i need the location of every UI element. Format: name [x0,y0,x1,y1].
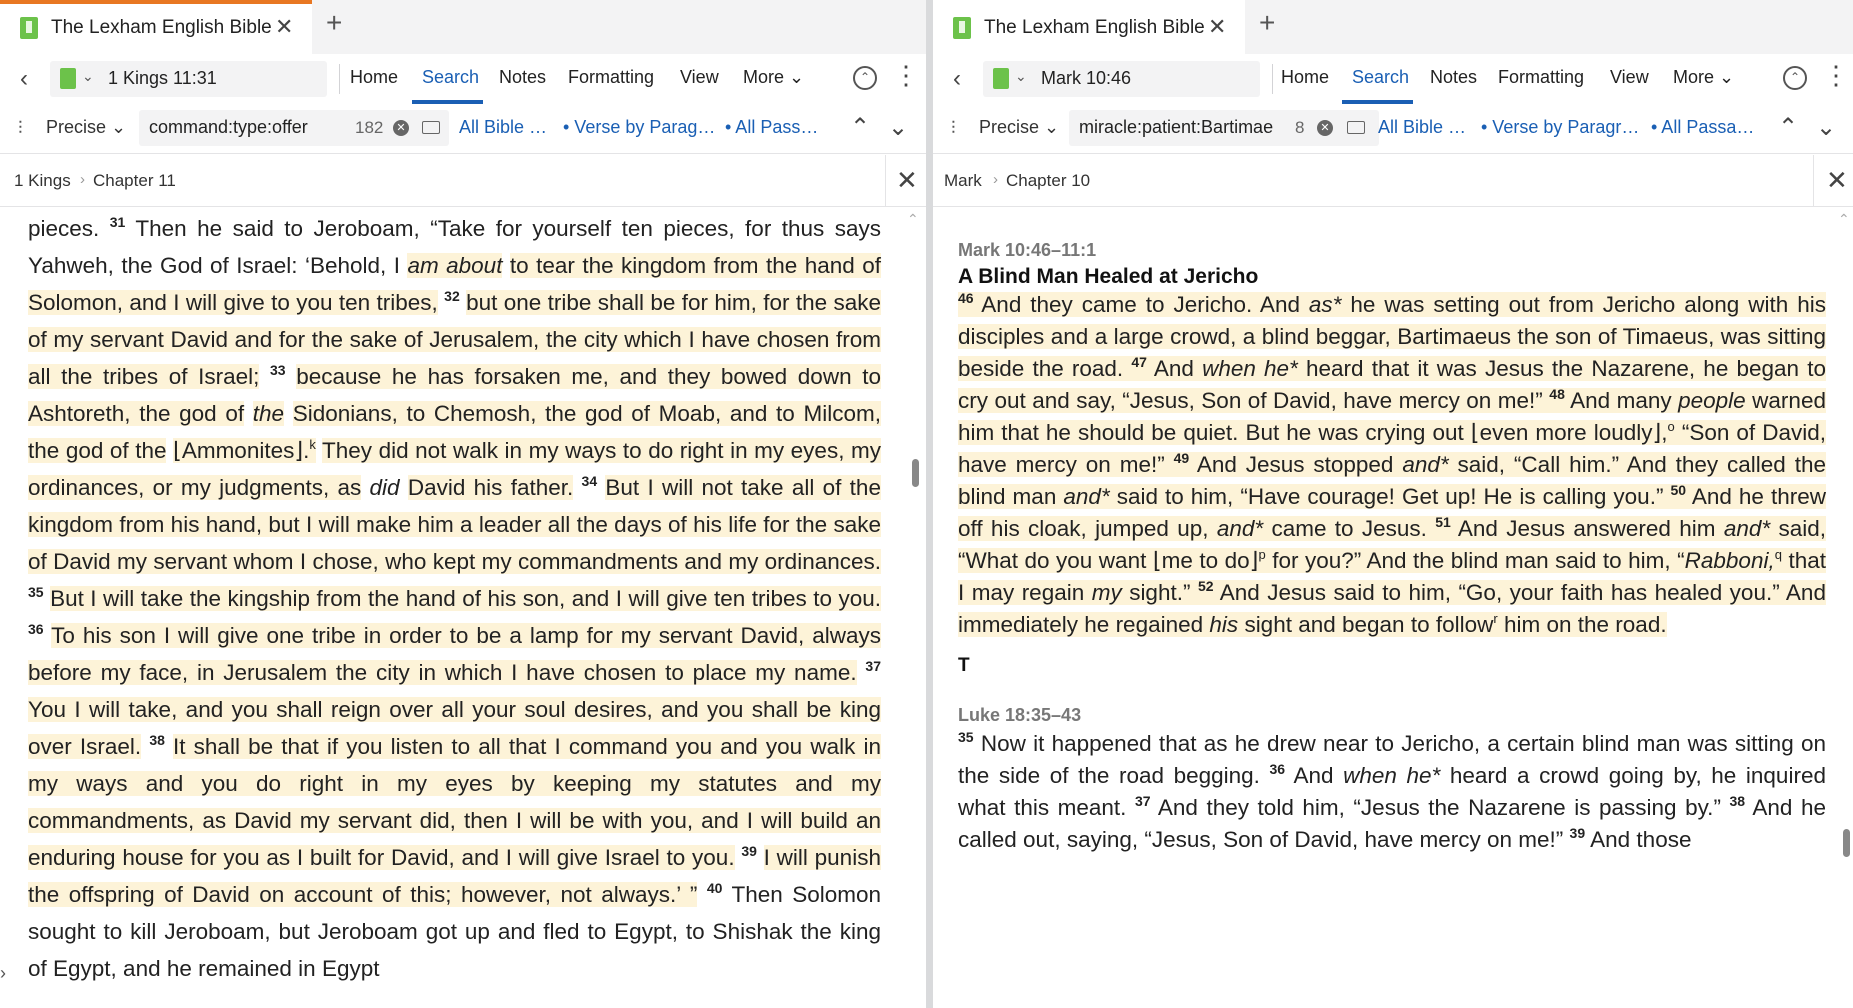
scroll-up-icon[interactable]: ⌃ [907,211,919,227]
breadcrumb-book[interactable]: Mark [944,171,982,190]
verse-text: but one tribe shall be for him, for the sake of my servant David and for the sake of Jerusalem, the city which I have chosen from all the tribes of Israel; [28,290,881,389]
result-luke [958,705,1826,856]
expand-panel-icon[interactable]: › [0,963,6,983]
toolbar-divider [1272,64,1273,94]
result-reference[interactable]: Luke 18:35–43 [958,705,1082,725]
more-options-icon[interactable]: ⋮ [1823,60,1849,90]
keyboard-icon[interactable] [422,121,440,134]
verse-text: I will punish the offspring of David on account of this; however, not always.’ ” [28,845,881,907]
filter-icon[interactable]: ⫶ [18,118,23,138]
verse-text: Ammonites [181,438,295,463]
verse-text: and* [1063,484,1110,509]
result-count: 182 [355,118,384,137]
crumb-divider [1813,155,1814,207]
verse-text: Rabboni, [1684,548,1775,573]
next-result-icon[interactable]: ⌄ [1816,114,1837,141]
bible-resource-icon [20,17,38,39]
footnote-marker[interactable]: p [1258,547,1266,562]
verse-text: when he* [1343,763,1441,788]
nav-formatting[interactable]: Formatting [1498,67,1585,87]
verse-number[interactable]: 33 [270,362,286,378]
verse-text: And those [1590,827,1692,852]
verse-text: And he called out, saying, “Jesus, Son of David, have mercy on me!” [958,795,1827,852]
panel-link-icon[interactable]: ⌃ [1783,66,1807,90]
more-options-icon[interactable]: ⋮ [893,60,919,90]
tab-lexham-english-bible[interactable] [0,0,312,54]
verse-text: the [252,401,285,426]
scope-all-passages[interactable]: • All Passa… [1651,117,1755,137]
tab-strip [0,0,926,54]
nav-view[interactable]: View [680,67,719,87]
verse-number[interactable]: 52 [1197,578,1214,594]
search-row [0,104,926,154]
verse-text: he was setting out from Jericho along with his disciples and a large crowd, a blind beggar, Bartimaeus the son of Timaeus, was sitting beside the road. [958,292,1826,381]
verse-text: as* [1308,292,1342,317]
panel-toolbar [933,54,1853,104]
back-icon[interactable]: ‹ [20,65,28,92]
scope-all-passages[interactable]: • All Pass… [725,117,819,137]
scope-all-bible[interactable]: All Bible … [1378,117,1467,137]
search-input[interactable] [1069,110,1379,146]
verse-number[interactable]: 47 [1131,354,1147,370]
verse-text: You I will take, and you shall reign over all your soul desires, and you shall be king over Israel. [28,697,881,759]
verse-text: said, “Call him.” And they called the blind man [958,452,1826,509]
verse-number[interactable]: 51 [1435,514,1451,530]
verse-text: said to him, “Have courage! Get up! He is calling you.” [1116,484,1664,509]
search-query[interactable]: command:type:offer [149,117,308,137]
nav-search[interactable]: Search [1352,67,1410,87]
nav-view[interactable]: View [1610,67,1649,87]
close-icon[interactable]: ✕ [275,14,294,39]
scrollbar[interactable] [1843,829,1850,857]
breadcrumb-book[interactable]: 1 Kings [14,171,71,190]
verse-number[interactable]: 40 [706,880,723,896]
scroll-up-icon[interactable]: ⌃ [1838,211,1850,227]
breadcrumb-separator-icon: › [80,171,85,188]
add-tab-icon[interactable]: + [326,7,343,38]
verse-text: heard a crowd going by, he inquired what this meant. [958,763,1826,820]
verse-text: David his father. [407,475,574,500]
verse-text: But I will not take all of the kingdom from his hand, but I will make him a leader all the days of his life for the sake of David my servant whom I chose, who kept my commandments and my ordinances. [28,475,881,574]
verse-text: him on the road. [1503,612,1667,637]
verse-text: They did not walk in my ways to do right in my eyes, my ordinances, or my judgments, as [28,438,881,500]
verse-number[interactable]: 50 [1670,482,1687,498]
search-mode-label: Precise [46,117,107,137]
verse-number[interactable]: 31 [109,214,126,230]
passage-text [958,728,1826,856]
search-query[interactable]: miracle:patient:Bartimae [1079,117,1274,137]
verse-number[interactable]: 35 [958,729,974,745]
result-count: 8 [1295,118,1305,137]
verse-text: when he* [1202,356,1298,381]
nav-home[interactable]: Home [1281,67,1330,87]
search-mode-dropdown[interactable]: Precise ⌄ [979,117,1060,137]
next-result-icon[interactable]: ⌄ [888,114,909,141]
nav-more[interactable]: More ⌄ [1673,67,1735,87]
verse-text: said, “What do you want [958,516,1826,573]
clear-search-icon[interactable]: ✕ [1317,120,1333,136]
footnote-marker[interactable]: k [309,437,316,452]
reference-input[interactable]: 1 Kings 11:31 [108,68,217,88]
breadcrumb-separator-icon: › [993,171,998,188]
verse-number[interactable]: 49 [1173,450,1190,466]
search-results-area [933,207,1853,1008]
search-mode-dropdown[interactable]: Precise ⌄ [46,117,127,137]
close-search-icon[interactable]: ✕ [896,165,918,195]
verse-text: Sidonians, to Chemosh, the god of Moab, and to Milcom, the god of the [28,401,881,463]
verse-number[interactable]: 38 [1729,793,1746,809]
search-row [933,104,1853,154]
verse-text: and* [1723,516,1771,541]
verse-text: for you?” And the blind man said to him, “ [1272,548,1685,573]
search-input[interactable] [139,110,449,146]
verse-text: his [1209,612,1239,637]
verse-number[interactable]: 48 [1549,386,1565,402]
panel-link-icon[interactable]: ⌃ [853,66,877,90]
tab-lexham-english-bible[interactable] [933,0,1245,54]
verse-text: my [1091,580,1122,605]
chevron-down-icon[interactable]: ⌄ [1015,68,1027,84]
previous-result-icon[interactable]: ⌃ [850,114,871,141]
verse-text: that I may regain [958,548,1826,605]
bible-resource-icon [953,17,971,39]
verse-text: heard that it was Jesus the Nazarene, he began to cry out and say, “Jesus, Son of David, have mercy on me!” [958,356,1826,413]
verse-number[interactable]: 34 [581,473,598,489]
verse-number[interactable]: 37 [1135,793,1151,809]
verse-text: warned him that he should be quiet. But he was crying out [958,388,1826,445]
panel-toolbar [0,54,926,104]
back-icon[interactable]: ‹ [953,65,961,92]
footnote-marker[interactable]: o [1667,419,1675,434]
breadcrumb-chapter[interactable]: Chapter 11 [93,171,176,190]
verse-text: sight and began to follow [1244,612,1494,637]
filter-icon[interactable]: ⫶ [951,118,956,138]
verse-text: me to do [1161,548,1250,573]
previous-result-icon[interactable]: ⌃ [1778,114,1799,141]
verse-text: And [1153,356,1194,381]
verse-text: pieces. [28,216,100,241]
verse-text: To his son I will give one tribe in order to be a lamp for my servant David, always before my face, in Jerusalem the city in which I have chosen to place my name. [28,623,881,685]
verse-number[interactable]: 32 [444,288,460,304]
tab-title: The Lexham English Bible [984,17,1205,38]
verse-text: even more loudly [1479,420,1653,445]
footnote-marker[interactable]: r [1493,611,1498,626]
verse-text: And [1293,763,1334,788]
close-icon[interactable]: ✕ [1208,14,1227,39]
verse-text: to tear the kingdom from the hand of Solomon, and I will give to you ten tribes, [28,253,881,315]
bible-text-area [0,207,926,1008]
verse-text: Then he said to Jeroboam, “Take for yourself ten pieces, for thus says Yahweh, the God of Israel: ‘Behold, I [28,216,881,278]
verse-text: and* [1216,516,1264,541]
search-mode-label: Precise [979,117,1040,137]
breadcrumb-chapter[interactable]: Chapter 10 [1006,171,1091,190]
verse-text: am about [407,253,503,278]
verse-number[interactable]: 37 [865,658,881,674]
tab-title: The Lexham English Bible [51,17,272,38]
verse-text: Then Solomon sought to kill Jeroboam, but Jeroboam got up and fled to Egypt, to Shishak the king of Egypt, and he remained in Egypt [28,882,881,981]
verse-text: did [369,475,400,500]
passage-text: $^{46}$ And they came to Jericho. And as* he was setting out from Jericho along with his disciples and a large crowd, a blind beggar, Bartimaeus the son of Timaeus, was sitting beside the road. $^{47}$ And when he* heard that it was Jesus the Nazarene, he began to cry out and say, “Jesus, Son of David, have mercy on me!” $^{48}$ And many people warned him that he should be quiet. But he was crying out ⌊even more loudly⌋,$^o$ “Son of David, have mercy on me!” $^{49}$ And Jesus stopped and* said, “Call him.” And they called the blind man and* said to him, “Have courage! Get up! He is calling you.” $^{50}$ And he threw off his cloak, jumped up, and* came to Jesus. $^{51}$ And Jesus answered him and* said, “What do you want ⌊me to do⌋$^p$ for you?” And the blind man said to him, “Rabboni,$^q$ that I may regain my sight.” $^{52}$ And Jesus said to him, “Go, your faith has healed you.” And immediately he regained his sight and began to follow$^r$ him on the road. [958,290,1826,637]
verse-text: “Son of David, have mercy on me!” [958,420,1826,477]
keyboard-icon[interactable] [1347,121,1365,134]
nav-notes[interactable]: Notes [499,67,547,87]
verse-text: And they came to Jericho. And [981,292,1300,317]
verse-number[interactable]: 39 [741,843,757,859]
result-reference[interactable]: Mark 10:46–11:1 [958,240,1097,260]
verse-text: It shall be that if you listen to all that I command you and you walk in my ways and you do right in my eyes by keeping my statutes and my commandments, as David my servant did, then I will be with you, and I will build an enduring house for you as I built for David, and I will give Israel to you. [28,734,881,870]
verse-text: And they told him, “Jesus the Nazarene is passing by.” [1157,795,1721,820]
nav-more[interactable]: More ⌄ [743,67,805,87]
toolbar-divider [339,64,340,94]
scope-all-bible[interactable]: All Bible … [459,117,548,137]
verse-text: And he threw off his cloak, jumped up, [958,484,1826,541]
verse-number[interactable]: 36 [1269,761,1286,777]
nav-notes[interactable]: Notes [1430,67,1478,87]
chapter-text: pieces. $^{31}$ Then he said to Jeroboam, “Take for yourself ten pieces, for thus says Yahweh, the God of Israel: ‘Behold, I am about to tear the kingdom from the hand of Solomon, and I will give to you ten tribes, $^{32}$ but one tribe shall be for him, for the sake of my servant David and for the sake of Jerusalem, the city which I have chosen from all the tribes of Israel; $^{33}$ because he has forsaken me, and they bowed down to Ashtoreth, the god of the Sidonians, to Chemosh, the god of Moab, and to Milcom, the god of the ⌊Ammonites⌋.$^k$ They did not walk in my ways to do right in my eyes, my ordinances, or my judgments, as did David his father. $^{34}$ But I will not take all of the kingdom from his hand, but I will make him a leader all the days of his life for the sake of David my servant whom I chose, who kept my commandments and my ordinances. $^{35}$ But I will take the kingship from the hand of his son, and I will give ten tribes to you. $^{36}$ To his son I will give one tribe in order to be a lamp for my servant David, always before my face, in Jerusalem the city in which I have chosen to place my name. $^{37}$ You I will take, and you shall reign over all your soul desires, and you shall be king over Israel. $^{38}$ It shall be that if you listen to all that I command you and you walk in my ways and you do right in my eyes by keeping my statutes and my commandments, as David my servant did, then I will be with you, and I will build an enduring house for you as I built for David, and I will give Israel to you. $^{39}$ I will punish the offspring of David on account of this; however, not always.’ ” $^{40}$ Then Solomon sought to kill Jeroboam, but Jeroboam got up and fled to Egypt, to Shishak the king of Egypt, and he remained in Egypt [28,214,881,981]
reference-box[interactable] [50,61,327,97]
verse-text: And many [1570,388,1672,413]
section-heading: A Blind Man Healed at Jericho [958,265,1259,288]
crumb-divider [885,155,886,207]
verse-text: people [1678,388,1746,413]
result-mark [958,240,1826,641]
verse-number[interactable]: 35 [28,584,44,600]
nav-formatting[interactable]: Formatting [568,67,655,87]
verse-number[interactable]: 46 [958,290,974,306]
panel-divider[interactable] [926,0,933,1008]
nav-home[interactable]: Home [350,67,399,87]
verse-text: And Jesus said to him, “Go, your faith has healed you.” And immediately he regained [958,580,1826,637]
footnote-marker[interactable]: q [1774,547,1782,562]
add-tab-icon[interactable]: + [1259,7,1276,38]
close-search-icon[interactable]: ✕ [1826,165,1848,195]
right-panel [933,0,1853,1008]
verse-text: And Jesus stopped [1196,452,1394,477]
verse-text: and* [1402,452,1449,477]
verse-number[interactable]: 39 [1569,825,1586,841]
verse-text: But I will take the kingship from the hand of his son, and I will give ten tribes to you. [50,586,881,611]
verse-text: Now it happened that as he drew near to Jericho, a certain blind man was sitting on the side of the road begging. [958,731,1826,788]
verse-number[interactable]: 38 [149,732,165,748]
scrollbar[interactable] [912,459,919,487]
nav-search[interactable]: Search [422,67,480,87]
group-label: T [958,655,970,676]
verse-text: because he has forsaken me, and they bowed down to Ashtoreth, the god of [28,364,881,426]
bible-resource-icon[interactable] [60,68,76,89]
chevron-down-icon[interactable]: ⌄ [82,68,94,84]
verse-text: And Jesus answered him [1457,516,1716,541]
reference-box[interactable] [983,61,1260,97]
reference-input[interactable]: Mark 10:46 [1041,68,1132,88]
breadcrumb [933,155,1853,207]
verse-text: came to Jesus. [1271,516,1427,541]
left-panel [0,0,926,1008]
scope-verse-by-paragraph[interactable]: • Verse by Paragr… [1481,117,1640,137]
clear-search-icon[interactable]: ✕ [393,120,409,136]
verse-text: sight.” [1129,580,1191,605]
tab-strip [933,0,1853,54]
breadcrumb [0,155,926,207]
bible-resource-icon[interactable] [993,68,1009,89]
verse-number[interactable]: 36 [28,621,44,637]
scope-verse-by-paragraph[interactable]: • Verse by Parag… [563,117,716,137]
